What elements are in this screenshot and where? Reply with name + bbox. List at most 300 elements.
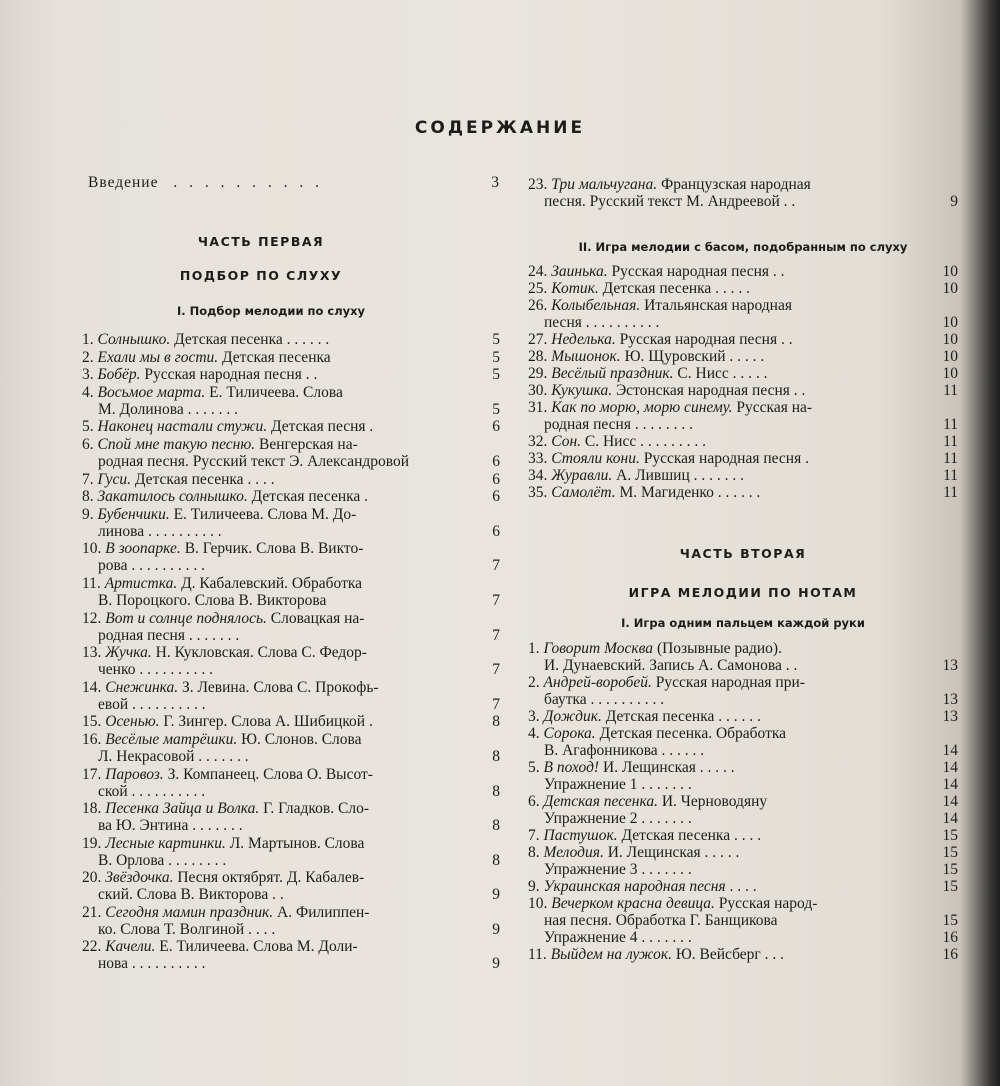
toc-entry-line: [528, 467, 744, 484]
intro-entry: [88, 174, 500, 191]
toc-entry-details: М. Магиденко . . . . . .: [619, 484, 761, 501]
toc-entry-page: 11: [943, 433, 958, 450]
toc-entry-title: Снежинка.: [105, 678, 179, 696]
toc-entry-title: Бубенчики.: [97, 505, 170, 523]
toc-entry-title: Котик.: [551, 280, 599, 297]
toc-entry: [82, 904, 500, 938]
toc-entry-title: Качели.: [105, 938, 156, 956]
toc-entry-details: Эстонская народная песня . .: [615, 382, 806, 399]
toc-entry-continuation: ский. Слова В. Викторова . .: [98, 886, 284, 904]
toc-entry-details: Ю. Вейсберг . . .: [675, 946, 785, 963]
toc-entry-title: Андрей-воробей.: [543, 674, 652, 691]
toc-entry-line: [528, 331, 793, 348]
toc-entry: [82, 731, 500, 765]
toc-entry-number: 6.: [528, 793, 540, 810]
toc-entry-page: 10: [942, 280, 958, 297]
toc-entry-page: 9: [950, 193, 958, 210]
toc-entry-continuation: родная песня. Русский текст Э. Александровой: [98, 452, 410, 470]
toc-entry-details: Упражнение 2 . . . . . . .: [544, 810, 692, 827]
toc-entry-number: 2.: [528, 674, 540, 691]
toc-entry-page: 7: [492, 695, 500, 713]
toc-entry-details: Французская народная: [660, 176, 811, 193]
toc-entry-page: 14: [942, 742, 958, 759]
toc-entry-page: 5: [492, 331, 500, 348]
toc-entry-title: В поход!: [543, 759, 600, 776]
toc-entry: [82, 540, 500, 574]
toc-entry-line: [528, 759, 735, 776]
toc-entry-number: 9.: [528, 878, 540, 895]
toc-entry-number: 8.: [528, 844, 540, 861]
intro-dots: . . . . . . . . . .: [173, 174, 323, 191]
toc-entry-details: З. Компанеец. Слова О. Высот-: [167, 765, 373, 783]
toc-entry-details: Н. Кукловская. Слова С. Федор-: [155, 644, 367, 662]
toc-entry-title: Сорока.: [543, 725, 596, 742]
toc-entry-line: [82, 731, 362, 748]
toc-entry: [528, 793, 958, 810]
toc-entry-line: [528, 725, 786, 742]
toc-entry-number: 4.: [528, 725, 540, 742]
toc-entry-title: Журавли.: [551, 467, 613, 484]
toc-entry-title: Гуси.: [97, 470, 132, 488]
toc-entry-page: 14: [942, 759, 958, 776]
toc-entry-page: 11: [943, 416, 958, 433]
toc-entry-continuation: В. Агафонникова . . . . . .: [544, 742, 705, 759]
toc-entry-page: 10: [942, 263, 958, 280]
toc-entry-details: И. Черноводяну: [661, 793, 768, 810]
toc-entry: [528, 467, 958, 484]
toc-entry-number: 3.: [82, 366, 94, 384]
toc-entry: [82, 418, 500, 435]
toc-entry-title: Мышонок.: [551, 348, 621, 365]
toc-entry: [82, 471, 500, 488]
toc-entry-line: [528, 348, 764, 365]
toc-entry: [82, 384, 500, 418]
toc-entry-continuation: линова . . . . . . . . . .: [98, 522, 222, 540]
toc-entry-page: 16: [942, 929, 958, 946]
toc-entry-page: 6: [492, 488, 500, 506]
toc-entry-title: Неделька.: [551, 331, 616, 348]
toc-entry-details: Русская народная песня . .: [619, 331, 793, 348]
toc-entry: [528, 827, 958, 844]
toc-entry-details: Итальянская народная: [644, 297, 792, 314]
toc-entry-title: Наконец настали стужи.: [97, 418, 268, 436]
toc-entry-title: Выйдем на лужок.: [550, 946, 672, 963]
toc-entry-line: [82, 610, 364, 627]
toc-entry: [528, 674, 958, 708]
toc-entry-line: [82, 436, 358, 453]
toc-entry-number: 7.: [528, 827, 540, 844]
right-top-list: [528, 176, 958, 210]
toc-entry-line: [528, 844, 739, 861]
toc-entry-details: (Позывные радио).: [656, 640, 782, 657]
toc-entry-line: [82, 644, 367, 661]
toc-entry-line: [528, 280, 750, 297]
toc-entry-details: А. Лившиц . . . . . . .: [616, 467, 745, 484]
toc-entry-line: [528, 946, 784, 963]
toc-entry: [528, 640, 958, 674]
toc-entry-page: 7: [492, 557, 500, 575]
toc-entry-page: 7: [492, 626, 500, 644]
toc-entry-title: Жучка.: [105, 644, 152, 662]
toc-entry-title: Звёздочка.: [105, 869, 174, 887]
toc-entry: [82, 869, 500, 903]
toc-entry-page: 8: [492, 713, 500, 731]
toc-entry-number: 4.: [82, 383, 94, 401]
toc-entry-details: Е. Тиличеева. Слова: [209, 383, 343, 401]
toc-entry-title: Восьмое марта.: [97, 383, 206, 401]
toc-entry-details: Русская народная песня . .: [611, 263, 785, 280]
toc-entry-page: 14: [942, 776, 958, 793]
toc-entry-details: Ю. Щуровский . . . . .: [624, 348, 765, 365]
toc-entry-details: Ю. Слонов. Слова: [241, 730, 362, 748]
toc-entry-details: Е. Тиличеева. Слова М. До-: [173, 505, 357, 523]
toc-entry-details: Е. Тиличеева. Слова М. Доли-: [159, 938, 358, 956]
toc-entry-number: 24.: [528, 263, 548, 280]
toc-entry-line: [82, 331, 329, 348]
toc-entry-details: И. Лещинская . . . . .: [607, 844, 740, 861]
toc-entry-title: Колыбельная.: [551, 297, 641, 314]
toc-entry-details: Словацкая на-: [270, 609, 365, 627]
toc-entry-continuation: М. Долинова . . . . . . .: [98, 400, 238, 418]
toc-entry-page: 5: [492, 348, 500, 366]
toc-entry-number: 30.: [528, 382, 548, 399]
toc-entry-page: 15: [942, 827, 958, 844]
toc-entry-page: 7: [492, 661, 500, 679]
toc-entry: [528, 399, 958, 433]
toc-entry-line: [82, 506, 356, 523]
toc-entry-number: 7.: [82, 470, 94, 488]
toc-entry-line: [528, 382, 805, 399]
toc-entry-details: И. Лещинская . . . . .: [602, 759, 735, 776]
toc-entry-title: Заинька.: [551, 263, 608, 280]
toc-entry-details: . . . .: [729, 878, 757, 895]
toc-entry-line: [82, 540, 363, 557]
part1-section1: I. Подбор мелодии по слуху: [176, 304, 366, 318]
toc-entry-line: [82, 904, 369, 921]
toc-entry-line: [528, 176, 811, 193]
toc-entry-continuation: ва Ю. Энтина . . . . . . .: [98, 817, 243, 835]
toc-entry-title: Лесные картинки.: [105, 834, 226, 852]
toc-entry-line: [82, 679, 379, 696]
toc-entry-continuation: И. Дунаевский. Запись А. Самонова . .: [544, 657, 798, 674]
toc-entry-line: [528, 776, 692, 793]
toc-entry-line: [82, 575, 362, 592]
toc-entry: [528, 878, 958, 895]
toc-entry-number: 6.: [82, 435, 94, 453]
toc-entry-number: 14.: [82, 678, 102, 696]
toc-entry-line: [82, 349, 331, 366]
toc-entry: [528, 776, 958, 793]
toc-entry-details: Песня октябрят. Д. Кабалев-: [177, 869, 365, 887]
toc-entry-number: 2.: [82, 348, 94, 366]
toc-entry-page: 16: [942, 946, 958, 963]
toc-entry-number: 12.: [82, 609, 102, 627]
toc-entry-page: 11: [943, 382, 958, 399]
toc-entry-title: Три мальчугана.: [551, 176, 658, 193]
toc-entry: [82, 349, 500, 366]
toc-entry-number: 3.: [528, 708, 540, 725]
toc-entry: [82, 800, 500, 834]
toc-entry-continuation: ской . . . . . . . . . .: [98, 782, 206, 800]
toc-entry-page: 8: [492, 817, 500, 835]
toc-entry: [528, 348, 958, 365]
toc-entry-title: Дождик.: [543, 708, 602, 725]
toc-entry-title: Сегодня мамин праздник.: [105, 903, 274, 921]
toc-entry-page: 8: [492, 747, 500, 765]
toc-entry-number: 11.: [82, 574, 101, 592]
toc-entry: [528, 382, 958, 399]
toc-entry-continuation: ная песня. Обработка Г. Банщикова: [544, 912, 778, 929]
toc-entry-page: 6: [492, 522, 500, 540]
toc-entry-line: [528, 929, 692, 946]
toc-entry-details: Русская народная песня .: [643, 450, 809, 467]
toc-entry-continuation: ко. Слова Т. Волгиной . . . .: [98, 920, 276, 938]
toc-entry-title: Как по морю, морю синему.: [551, 399, 733, 416]
toc-entry: [528, 725, 958, 759]
toc-entry-number: 10.: [528, 895, 548, 912]
toc-entry-title: Солнышко.: [97, 331, 171, 348]
toc-entry-title: Говорит Москва: [543, 640, 654, 657]
toc-entry-title: Мелодия.: [543, 844, 604, 861]
toc-entry-page: 9: [492, 955, 500, 973]
toc-entry-line: [528, 263, 785, 280]
toc-entry-number: 17.: [82, 765, 102, 783]
part1-section2: II. Игра мелодии с басом, подобранным по слуху: [578, 240, 908, 254]
toc-entry-title: Весёлый праздник.: [551, 365, 674, 382]
part1-heading: ЧАСТЬ ПЕРВАЯ: [197, 234, 325, 249]
toc-entry-continuation: баутка . . . . . . . . . .: [544, 691, 665, 708]
toc-entry-page: 10: [942, 314, 958, 331]
toc-entry-page: 6: [492, 470, 500, 488]
toc-entry: [528, 450, 958, 467]
toc-entry: [82, 331, 500, 348]
toc-entry-page: 14: [942, 810, 958, 827]
toc-entry-line: [82, 488, 368, 505]
toc-entry: [528, 280, 958, 297]
toc-entry: [528, 365, 958, 382]
toc-entry-number: 35.: [528, 484, 548, 501]
toc-entry-number: 10.: [82, 540, 102, 558]
right-mid-list: [528, 263, 958, 501]
toc-entry: [82, 766, 500, 800]
toc-entry-line: [82, 384, 343, 401]
toc-entry: [528, 844, 958, 861]
toc-entry-line: [82, 766, 373, 783]
toc-entry-details: С. Нисс . . . . . . . . .: [584, 433, 706, 450]
toc-entry-details: Г. Гладков. Сло-: [263, 800, 369, 818]
toc-entry-number: 5.: [528, 759, 540, 776]
toc-entry-title: Ехали мы в гости.: [97, 348, 219, 366]
toc-entry-page: 10: [942, 331, 958, 348]
toc-entry-continuation: рова . . . . . . . . . .: [98, 557, 205, 575]
toc-entry-page: 15: [942, 878, 958, 895]
toc-entry-continuation: родная песня . . . . . . .: [98, 626, 240, 644]
toc-entry-number: 32.: [528, 433, 548, 450]
toc-entry-number: 8.: [82, 488, 94, 506]
toc-entry-title: В зоопарке.: [105, 540, 181, 558]
toc-entry-number: 25.: [528, 280, 548, 297]
toc-entry-details: Упражнение 1 . . . . . . .: [544, 776, 692, 793]
right-bottom-list: [528, 640, 958, 963]
toc-entry-details: Детская песенка . . . . . .: [174, 331, 330, 348]
toc-entry-number: 21.: [82, 903, 102, 921]
toc-entry-number: 19.: [82, 834, 102, 852]
toc-entry-line: [528, 708, 761, 725]
toc-entry: [82, 488, 500, 505]
toc-entry-title: Сон.: [551, 433, 582, 450]
toc-entry-details: Детская песенка . . . .: [134, 470, 275, 488]
toc-entry-title: Стояли кони.: [551, 450, 640, 467]
toc-entry-page: 13: [942, 708, 958, 725]
toc-entry-title: Артистка.: [104, 574, 178, 592]
toc-entry-continuation: родная песня . . . . . . . .: [544, 416, 693, 433]
toc-entry-title: Осенью.: [105, 713, 160, 731]
toc-entry-line: [82, 471, 275, 488]
toc-entry-details: Л. Мартынов. Слова: [229, 834, 365, 852]
toc-entry-continuation: евой . . . . . . . . . .: [98, 695, 206, 713]
toc-entry-title: Самолёт.: [551, 484, 616, 501]
toc-entry-number: 20.: [82, 869, 102, 887]
toc-entry-page: 13: [942, 691, 958, 708]
toc-entry-page: 6: [492, 452, 500, 470]
toc-entry-page: 9: [492, 920, 500, 938]
toc-entry-details: В. Герчик. Слова В. Викто-: [184, 540, 364, 558]
toc-entry-number: 16.: [82, 730, 102, 748]
left-column: [82, 174, 500, 973]
toc-entry-details: Детская песня .: [270, 418, 374, 436]
toc-entry: [528, 929, 958, 946]
toc-entry-page: 5: [492, 400, 500, 418]
toc-entry-line: [528, 640, 782, 657]
toc-entry-title: Песенка Зайца и Волка.: [105, 800, 260, 818]
intro-label: Введение: [88, 174, 159, 191]
toc-entry-details: А. Филиппен-: [277, 903, 370, 921]
toc-entry-page: 10: [942, 365, 958, 382]
toc-entry-line: [528, 793, 767, 810]
toc-entry-line: [528, 433, 706, 450]
toc-entry: [82, 644, 500, 678]
toc-entry-number: 28.: [528, 348, 548, 365]
toc-entry-line: [82, 835, 364, 852]
toc-entry-line: [82, 938, 358, 955]
toc-entry-title: Вот и солнце поднялось.: [105, 609, 267, 627]
toc-entry: [82, 610, 500, 644]
toc-entry-page: 6: [492, 418, 500, 436]
toc-entry: [528, 895, 958, 929]
toc-entry: [528, 946, 958, 963]
toc-entry-title: Паровоз.: [105, 765, 164, 783]
toc-entry: [82, 506, 500, 540]
toc-entry: [528, 810, 958, 827]
toc-entry-line: [528, 810, 692, 827]
toc-entry: [82, 835, 500, 869]
toc-entry-details: Детская песенка . . . . .: [602, 280, 751, 297]
toc-entry-line: [528, 365, 768, 382]
toc-entry-number: 11.: [528, 946, 547, 963]
toc-entry-details: Г. Зингер. Слова А. Шибицкой .: [163, 713, 373, 731]
toc-entry-continuation: Л. Некрасовой . . . . . . .: [98, 747, 249, 765]
toc-entry: [82, 366, 500, 383]
toc-entry-page: 11: [943, 450, 958, 467]
toc-entry-number: 9.: [82, 505, 94, 523]
toc-entry: [528, 297, 958, 331]
toc-entry-line: [528, 674, 805, 691]
toc-entry-continuation: нова . . . . . . . . . .: [98, 955, 206, 973]
toc-entry: [82, 713, 500, 730]
toc-entry-number: 34.: [528, 467, 548, 484]
toc-entry-continuation: В. Пороцкого. Слова В. Викторова: [98, 591, 327, 609]
part1-subheading: ПОДБОР ПО СЛУХУ: [179, 268, 343, 283]
page-title: СОДЕРЖАНИЕ: [414, 118, 586, 138]
toc-entry-number: 29.: [528, 365, 548, 382]
toc-entry-line: [528, 827, 761, 844]
toc-entry-title: Закатилось солнышко.: [97, 488, 248, 506]
toc-entry-details: Детская песенка . . . .: [621, 827, 762, 844]
toc-entry-number: 1.: [82, 331, 94, 348]
toc-entry-title: Украинская народная песня: [543, 878, 726, 895]
toc-entry-details: Русская народная песня . .: [144, 366, 318, 384]
toc-entry-page: 9: [492, 886, 500, 904]
toc-entry-title: Кукушка.: [551, 382, 613, 399]
toc-entry-title: Спой мне такую песню.: [97, 435, 256, 453]
toc-entry-continuation: песня. Русский текст М. Андреевой . .: [544, 193, 796, 210]
toc-entry-page: 14: [942, 793, 958, 810]
toc-entry: [528, 759, 958, 776]
toc-entry-details: Венгерская на-: [259, 435, 358, 453]
toc-entry: [82, 436, 500, 470]
toc-entry-number: 33.: [528, 450, 548, 467]
part2-heading: ЧАСТЬ ВТОРАЯ: [679, 546, 807, 561]
toc-entry-line: [82, 366, 317, 383]
toc-entry-line: [82, 713, 373, 730]
toc-entry-details: Упражнение 4 . . . . . . .: [544, 929, 692, 946]
toc-entry-line: [528, 895, 817, 912]
toc-entry: [528, 861, 958, 878]
toc-entry-number: 27.: [528, 331, 548, 348]
toc-entry-page: 13: [942, 657, 958, 674]
toc-entry-continuation: В. Орлова . . . . . . . .: [98, 851, 227, 869]
toc-entry-page: 8: [492, 851, 500, 869]
toc-entry-details: С. Нисс . . . . .: [677, 365, 768, 382]
toc-entry-details: Детская песенка. Обработка: [599, 725, 787, 742]
toc-entry: [528, 484, 958, 501]
toc-entry-title: Весёлые матрёшки.: [105, 730, 238, 748]
toc-entry-title: Вечерком красна девица.: [551, 895, 715, 912]
toc-entry-number: 23.: [528, 176, 548, 193]
toc-entry-line: [528, 861, 692, 878]
toc-entry-number: 1.: [528, 640, 540, 657]
toc-entry-details: Русская на-: [736, 399, 813, 416]
toc-entry-details: Русская народ-: [718, 895, 818, 912]
toc-entry: [528, 331, 958, 348]
toc-entry: [82, 938, 500, 972]
toc-entry-details: Упражнение 3 . . . . . . .: [544, 861, 692, 878]
toc-entry-line: [82, 869, 364, 886]
toc-entry-details: Детская песенка .: [251, 488, 369, 506]
toc-entry: [82, 679, 500, 713]
toc-entry-title: Детская песенка.: [543, 793, 658, 810]
part2-section1: I. Игра одним пальцем каждой руки: [621, 616, 865, 630]
toc-entry-page: 15: [942, 844, 958, 861]
toc-entry: [82, 575, 500, 609]
toc-entry-continuation: ченко . . . . . . . . . .: [98, 661, 213, 679]
toc-entry-number: 26.: [528, 297, 548, 314]
toc-entry-line: [528, 450, 809, 467]
toc-entry-line: [528, 878, 757, 895]
toc-entry-number: 13.: [82, 644, 102, 662]
part2-subheading: ИГРА МЕЛОДИИ ПО НОТАМ: [628, 585, 858, 600]
toc-entry-line: [528, 484, 760, 501]
